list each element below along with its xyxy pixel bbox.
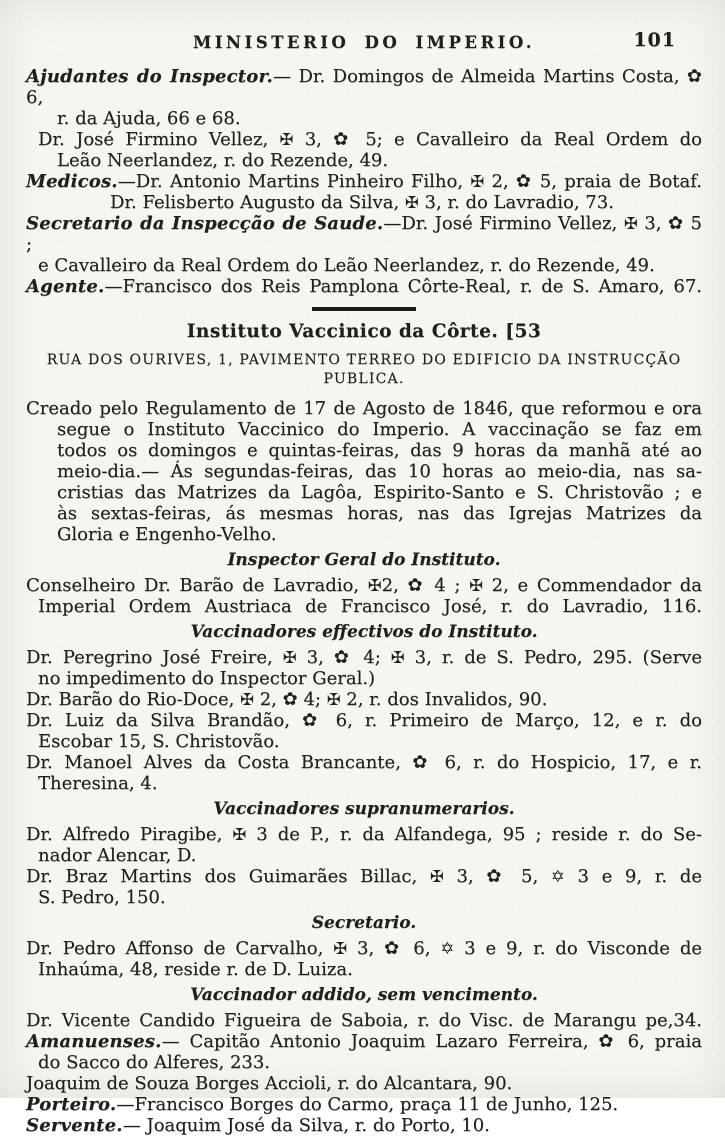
rose-order-icon: ✿ <box>302 710 324 731</box>
section-title: Instituto Vaccinico da Côrte. [53 <box>186 321 542 342</box>
text-line: Leão Neerlandez, r. do Rezende, 49. <box>57 150 389 171</box>
christ-cross-order-icon: ✠ <box>469 576 483 595</box>
text-line: Dr. José Firmino Vellez, ✠ 3, ✿ 5; e Cavalleiro da Real Ordem do <box>38 129 702 150</box>
rose-order-icon: ✿ <box>384 938 404 959</box>
text-line: Joaquim de Souza Borges Accioli, r. do Alcantara, 90. <box>26 1073 513 1094</box>
rose-order-icon: ✿ <box>282 689 298 710</box>
christ-cross-order-icon: ✠ <box>282 648 297 667</box>
section-heading: Inspector Geral do Instituto. <box>227 550 501 570</box>
text-line: Creado pelo Regulamento de 17 de Agosto de 1846, que reformou e ora <box>26 398 702 419</box>
rose-order-icon: ✿ <box>412 752 434 773</box>
christ-cross-order-icon: ✠ <box>470 172 485 191</box>
entry-role-label: Ajudantes do Inspector. <box>26 66 274 87</box>
section-subtitle: RUA DOS OURIVES, 1, PAVIMENTO TERREO DO EDIFICIO DA INSTRUCÇÃO <box>46 352 682 368</box>
page-body <box>26 66 702 1136</box>
section-heading: Secretario. <box>311 913 417 933</box>
text-line: Dr. Peregrino José Freire, ✠ 3, ✿ 4; ✠ 3, r. de S. Pedro, 295. (Serve <box>26 647 702 668</box>
text-line: do Sacco do Alferes, 233. <box>38 1052 271 1073</box>
rose-order-icon: ✿ <box>515 171 533 192</box>
christ-cross-order-icon: ✠ <box>240 690 254 709</box>
section-divider <box>312 307 416 311</box>
christ-cross-order-icon: ✠ <box>390 648 405 667</box>
text-line: às sextas-feiras, ás mesmas horas, nas das Igrejas Matrizes da <box>57 503 702 524</box>
section-subtitle: PUBLICA. <box>323 371 405 387</box>
rose-order-icon: ✿ <box>668 213 684 234</box>
text-line: todos os domingos e quintas-feiras, das 9 horas da manhã até ao <box>57 440 702 461</box>
christ-cross-order-icon: ✠ <box>429 867 444 886</box>
text-line: cristias das Matrizes da Lagôa, Espirito-Santo e S. Christovão ; e <box>57 482 702 503</box>
text-line: Dr. Luiz da Silva Brandão, ✿ 6, r. Primeiro de Março, 12, e r. do <box>26 710 702 731</box>
entry-role-label: Agente. <box>26 276 105 297</box>
text-line: meio-dia.— Ás segundas-feiras, das 10 horas ao meio-dia, nas sa- <box>57 461 702 482</box>
christ-cross-order-icon: ✠ <box>279 130 294 149</box>
text-line: Escobar 15, S. Christovão. <box>38 731 280 752</box>
entry-role-label: Medicos. <box>26 171 118 192</box>
rose-order-icon: ✿ <box>407 575 426 596</box>
page-header <box>26 0 702 58</box>
text-line: segue o Instituto Vaccinico do Imperio. A vaccinação se faz em <box>57 419 702 440</box>
christ-cross-order-icon: ✠ <box>333 939 348 958</box>
star-order-icon: ✡ <box>550 867 565 886</box>
text-line: Dr. Pedro Affonso de Carvalho, ✠ 3, ✿ 6, ✡ 3 e 9, r. do Visconde de <box>26 938 702 959</box>
star-order-icon: ✡ <box>440 939 455 958</box>
text-line: no impedimento do Inspector Geral.) <box>38 668 376 689</box>
entry-role-label: Secretario da Inspecção de Saude. <box>26 213 384 234</box>
christ-cross-order-icon: ✠ <box>232 825 247 844</box>
section-heading: Vaccinador addido, sem vencimento. <box>190 985 538 1005</box>
text-line: Ajudantes do Inspector.— Dr. Domingos de Almeida Martins Costa, ✿ 6, <box>26 66 702 108</box>
text-line: Dr. Vicente Candido Figueira de Saboia, r. do Visc. de Marangu pe,34. <box>26 1010 702 1031</box>
running-title: MINISTERIO DO IMPERIO. <box>192 33 536 52</box>
text-line: Dr. Alfredo Piragibe, ✠ 3 de P., r. da Alfandega, 95 ; reside r. do Se- <box>26 824 703 845</box>
rose-order-icon: ✿ <box>686 66 702 87</box>
text-line: nador Alencar, D. <box>38 845 197 866</box>
entry-role-label: Servente. <box>26 1115 123 1136</box>
text-line: Imperial Ordem Austriaca de Francisco José, r. do Lavradio, 116. <box>38 596 702 617</box>
text-line: Gloria e Engenho-Velho. <box>57 524 277 545</box>
text-line: Conselheiro Dr. Barão de Lavradio, ✠2, ✿ 4 ; ✠ 2, e Commendador da <box>26 575 702 596</box>
text-line: Amanuenses.— Capitão Antonio Joaquim Lazaro Ferreira, ✿ 6, praia <box>26 1031 702 1052</box>
text-line: r. da Ajuda, 66 e 68. <box>57 108 241 129</box>
entry-role-label: Porteiro. <box>26 1094 117 1115</box>
text-line: Porteiro.—Francisco Borges do Carmo, praça 11 de Junho, 125. <box>26 1094 619 1115</box>
page-number: 101 <box>633 29 676 51</box>
rose-order-icon: ✿ <box>598 1031 618 1052</box>
text-line: Medicos.—Dr. Antonio Martins Pinheiro Filho, ✠ 2, ✿ 5, praia de Botaf. <box>26 171 702 192</box>
text-line: Secretario da Inspecção de Saude.—Dr. José Firmino Vellez, ✠ 3, ✿ 5 ; <box>26 213 702 255</box>
text-line: Theresina, 4. <box>38 773 158 794</box>
rose-order-icon: ✿ <box>333 129 354 150</box>
christ-cross-order-icon: ✠ <box>367 576 382 595</box>
text-line: Dr. Manoel Alves da Costa Brancante, ✿ 6, r. do Hospicio, 17, e r. <box>26 752 702 773</box>
christ-cross-order-icon: ✠ <box>326 690 341 709</box>
rose-order-icon: ✿ <box>486 866 509 887</box>
christ-cross-order-icon: ✠ <box>404 193 419 212</box>
text-line: Dr. Felisberto Augusto da Silva, ✠ 3, r. do Lavradio, 73. <box>110 192 614 213</box>
section-heading: Vaccinadores supranumerarios. <box>213 799 515 819</box>
text-line: Dr. Braz Martins dos Guimarães Billac, ✠ 3, ✿ 5, ✡ 3 e 9, r. de <box>26 866 702 887</box>
text-line: Servente.— Joaquim José da Silva, r. do Porto, 10. <box>26 1115 490 1136</box>
text-line: Inhaúma, 48, reside r. de D. Luiza. <box>38 959 353 980</box>
rose-order-icon: ✿ <box>333 647 354 668</box>
text-line: e Cavalleiro da Real Ordem do Leão Neerlandez, r. do Rezende, 49. <box>38 255 655 276</box>
section-heading: Vaccinadores effectivos do Instituto. <box>190 622 538 642</box>
christ-cross-order-icon: ✠ <box>623 214 638 233</box>
text-line: S. Pedro, 150. <box>38 887 166 908</box>
text-line: Agente.—Francisco dos Reis Pamplona Côrte-Real, r. de S. Amaro, 67. <box>26 276 702 297</box>
text-line: Dr. Barão do Rio-Doce, ✠ 2, ✿ 4; ✠ 2, r. dos Invalidos, 90. <box>26 689 548 710</box>
entry-role-label: Amanuenses. <box>26 1031 162 1052</box>
